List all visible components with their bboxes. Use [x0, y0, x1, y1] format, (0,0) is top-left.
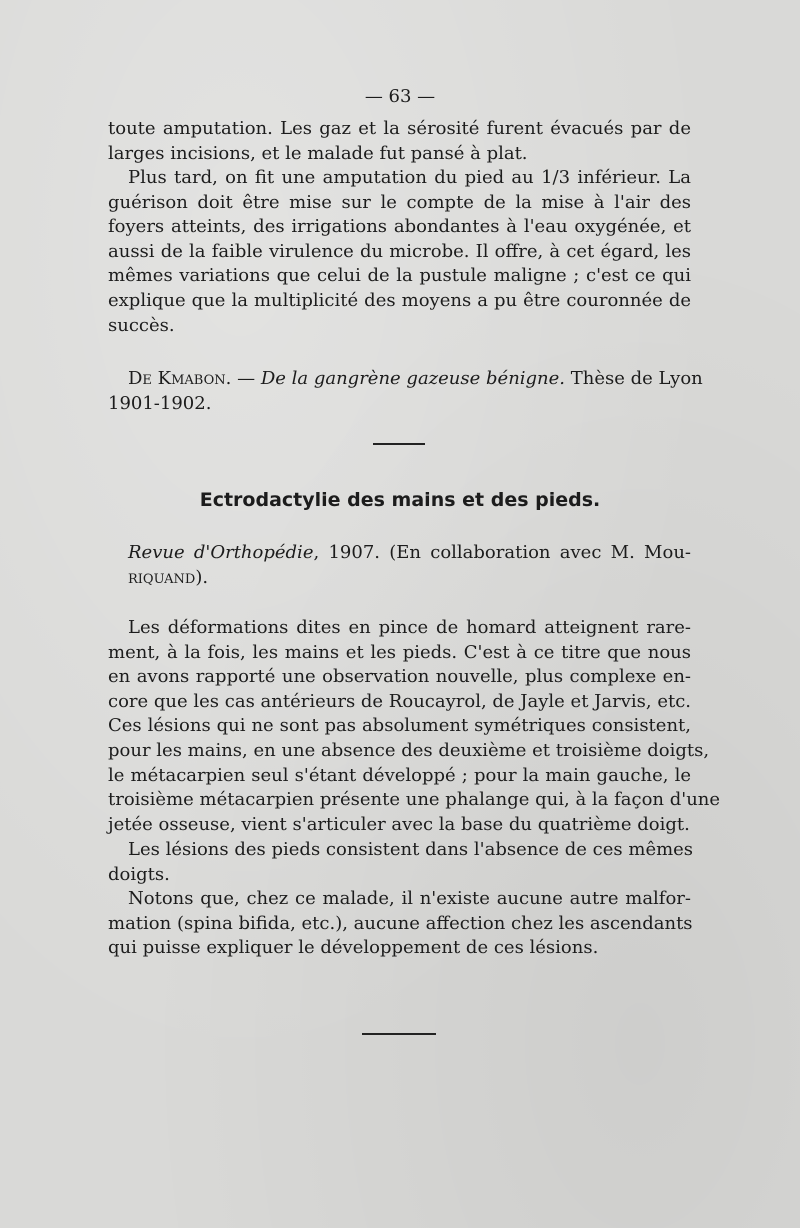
- text-line: en avons rapporté une observation nouvelle, plus complexe en-: [108, 666, 691, 688]
- reference-collaborator: riquand).: [128, 566, 209, 588]
- section-divider: [373, 443, 425, 445]
- text-line: succès.: [108, 314, 175, 336]
- journal-title: Revue d'Orthopédie: [128, 542, 314, 563]
- text-line: troisième métacarpien présente une phalange qui, à la façon d'une: [108, 789, 721, 811]
- paragraph-4: [108, 838, 694, 887]
- text-line: Ces lésions qui ne sont pas absolument symétriques consistent,: [108, 715, 691, 737]
- text-line: guérison doit être mise sur le compte de la mise à l'air des: [108, 191, 691, 213]
- text-line: jetée osseuse, vient s'articuler avec la base du quatrième doigt.: [108, 813, 690, 835]
- reference-1: [108, 367, 703, 416]
- text-line: mation (spina bifida, etc.), aucune affection chez les ascendants: [108, 912, 693, 934]
- text-line: pour les mains, en une absence des deuxième et troisième doigts,: [108, 739, 710, 761]
- reference-title: De la gangrène gazeuse bénigne.: [260, 368, 566, 389]
- text-line: Notons que, chez ce malade, il n'existe aucune autre malfor-: [128, 888, 691, 909]
- text-line: mêmes variations que celui de la pustule maligne ; c'est ce qui: [108, 265, 691, 287]
- text-line: Les lésions des pieds consistent dans l'absence de ces mêmes: [128, 839, 694, 860]
- reference-2: [108, 541, 691, 590]
- paragraph-5: [108, 887, 691, 961]
- paragraph-1: [108, 117, 691, 166]
- reference-line: [108, 367, 703, 392]
- text-line: ment, à la fois, les mains et les pieds. C'est à ce titre que nous: [108, 641, 691, 663]
- text-line: aussi de la faible virulence du microbe. Il offre, à cet égard, les: [108, 240, 691, 262]
- paragraph-3: [108, 616, 721, 837]
- reference-years: 1901-1902.: [108, 392, 212, 414]
- text-line: doigts.: [108, 863, 170, 885]
- text-line: core que les cas antérieurs de Roucayrol, de Jayle et Jarvis, etc.: [108, 690, 692, 712]
- text-line: toute amputation. Les gaz et la sérosité furent évacués par de: [108, 118, 691, 139]
- text-line: foyers atteints, des irrigations abondantes à l'eau oxygénée, et: [108, 216, 691, 238]
- reference-publisher: Thèse de Lyon: [570, 368, 703, 389]
- section-heading: Ectrodactylie des mains et des pieds.: [199, 489, 601, 511]
- reference-line: [108, 541, 691, 566]
- text-line: le métacarpien seul s'étant développé ; pour la main gauche, le: [108, 764, 691, 786]
- text-line: larges incisions, et le malade fut pansé à plat.: [108, 142, 528, 164]
- page-number: — 63 —: [364, 86, 436, 107]
- text-line: explique que la multiplicité des moyens a pu être couronnée de: [108, 289, 691, 311]
- closing-divider: [362, 1033, 436, 1035]
- reference-dash: —: [237, 368, 256, 389]
- text-line: Les déformations dites en pince de homard atteignent rare-: [128, 617, 691, 638]
- text-line: qui puisse expliquer le développement de ces lésions.: [108, 937, 599, 959]
- paragraph-2: [108, 166, 691, 338]
- reference-author: De Kmabon.: [128, 368, 232, 389]
- text-line: Plus tard, on fit une amputation du pied au 1/3 inférieur. La: [128, 167, 691, 188]
- reference-details: , 1907. (En collaboration avec M. Mou-: [313, 542, 692, 563]
